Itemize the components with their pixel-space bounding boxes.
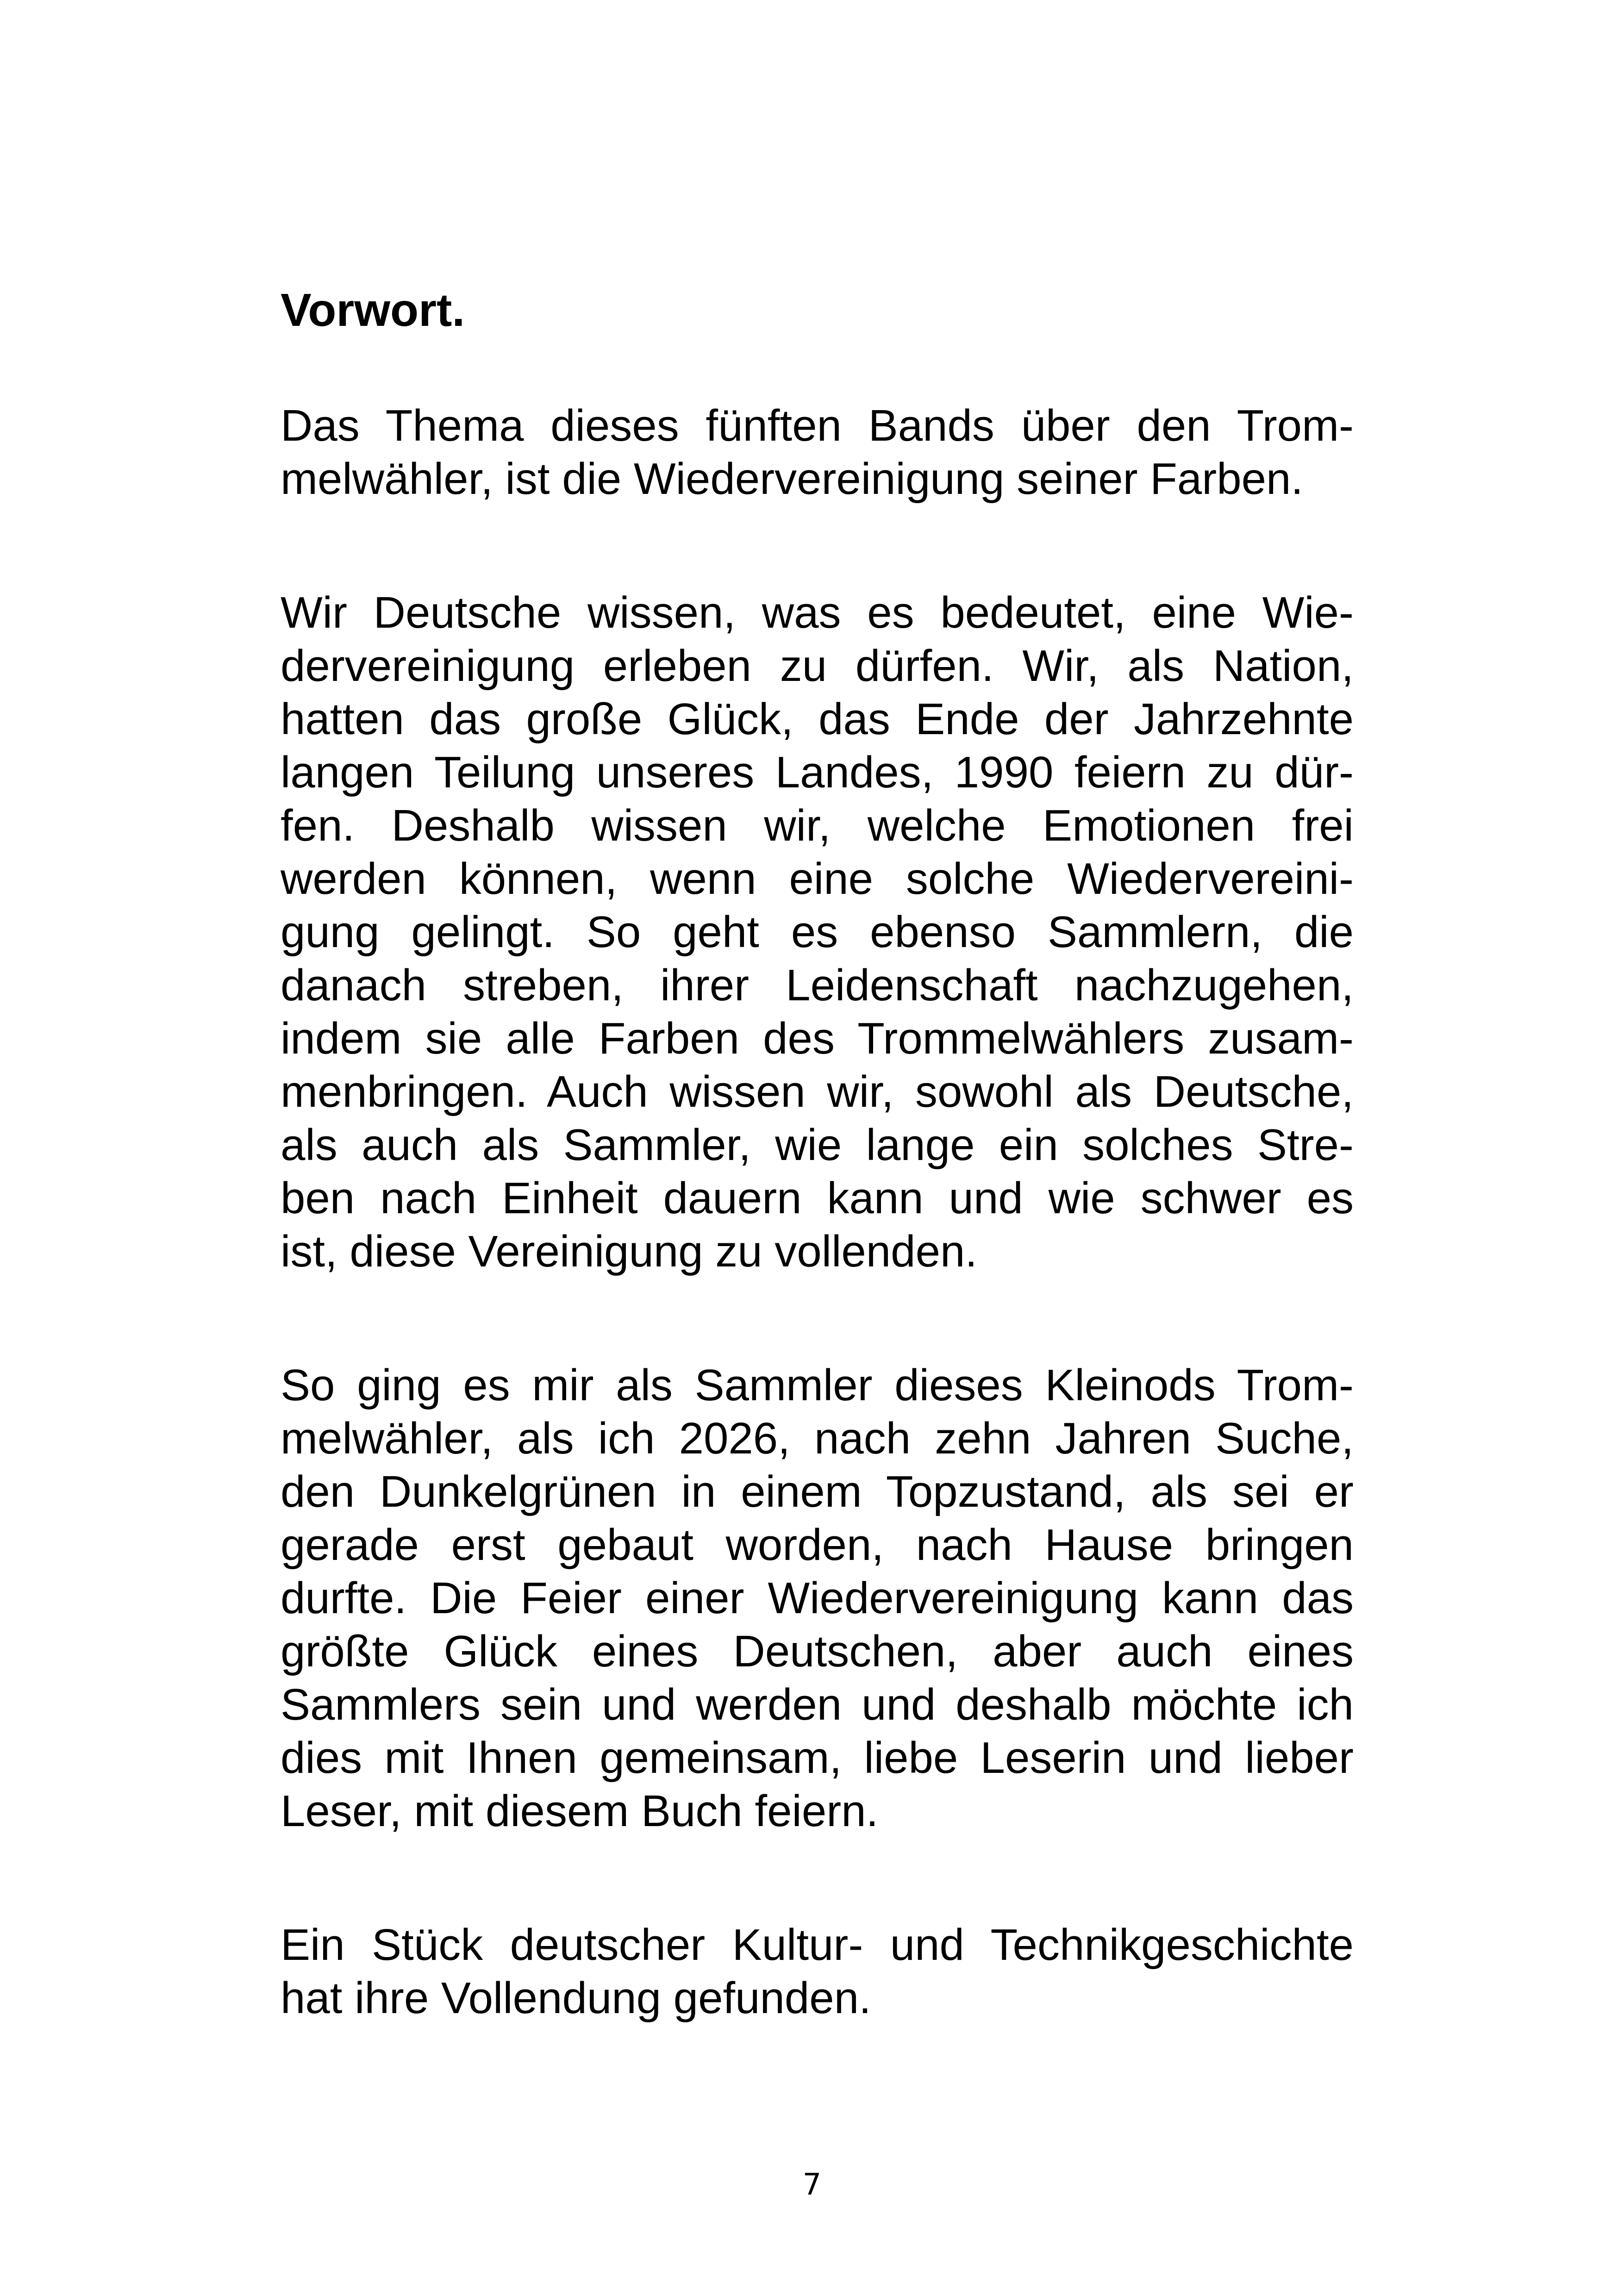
text-line: So ging es mir als Sammler dieses Kleinods Trom-: [281, 1360, 1354, 1410]
paragraph: [281, 1359, 1354, 1838]
text-line: hatten das große Glück, das Ende der Jahrzehnte: [281, 694, 1354, 744]
text-line: hat ihre Vollendung gefunden.: [281, 1973, 871, 2023]
text-line: menbringen. Auch wissen wir, sowohl als Deutsche,: [281, 1067, 1354, 1116]
text-line: dervereinigung erleben zu dürfen. Wir, als Nation,: [281, 641, 1354, 691]
paragraph: [281, 1918, 1354, 2025]
paragraph: [281, 399, 1354, 505]
text-line: ben nach Einheit dauern kann und wie schwer es: [281, 1173, 1354, 1223]
text-line: als auch als Sammler, wie lange ein solches Stre-: [281, 1120, 1354, 1170]
text-line: durfte. Die Feier einer Wiedervereinigung kann das: [281, 1573, 1354, 1623]
text-line: fen. Deshalb wissen wir, welche Emotionen frei: [281, 801, 1354, 850]
text-line: Wir Deutsche wissen, was es bedeutet, eine Wie-: [281, 588, 1354, 637]
text-line: Das Thema dieses fünften Bands über den Trom-: [281, 401, 1354, 450]
text-line: den Dunkelgrünen in einem Topzustand, als sei er: [281, 1467, 1354, 1516]
text-line: Ein Stück deutscher Kultur- und Technikgeschichte: [281, 1920, 1354, 1970]
page-number: 7: [802, 2168, 822, 2202]
body-text: [281, 399, 1354, 2105]
text-line: Sammlers sein und werden und deshalb möchte ich: [281, 1680, 1354, 1729]
page-title: Vorwort.: [281, 284, 465, 336]
paragraph: [281, 586, 1354, 1278]
text-line: ist, diese Vereinigung zu vollenden.: [281, 1227, 978, 1276]
text-line: dies mit Ihnen gemeinsam, liebe Leserin und lieber: [281, 1733, 1354, 1783]
text-line: indem sie alle Farben des Trommelwählers zusam-: [281, 1014, 1354, 1063]
text-line: danach streben, ihrer Leidenschaft nachzugehen,: [281, 960, 1354, 1010]
text-line: melwähler, als ich 2026, nach zehn Jahren Suche,: [281, 1414, 1354, 1463]
text-line: größte Glück eines Deutschen, aber auch eines: [281, 1627, 1354, 1676]
text-line: werden können, wenn eine solche Wiedervereini-: [281, 854, 1354, 904]
text-line: gerade erst gebaut worden, nach Hause bringen: [281, 1520, 1354, 1570]
text-line: Leser, mit diesem Buch feiern.: [281, 1786, 879, 1836]
text-line: melwähler, ist die Wiedervereinigung seiner Farben.: [281, 454, 1304, 504]
text-line: gung gelingt. So geht es ebenso Sammlern, die: [281, 907, 1354, 957]
text-line: langen Teilung unseres Landes, 1990 feiern zu dür-: [281, 748, 1354, 797]
